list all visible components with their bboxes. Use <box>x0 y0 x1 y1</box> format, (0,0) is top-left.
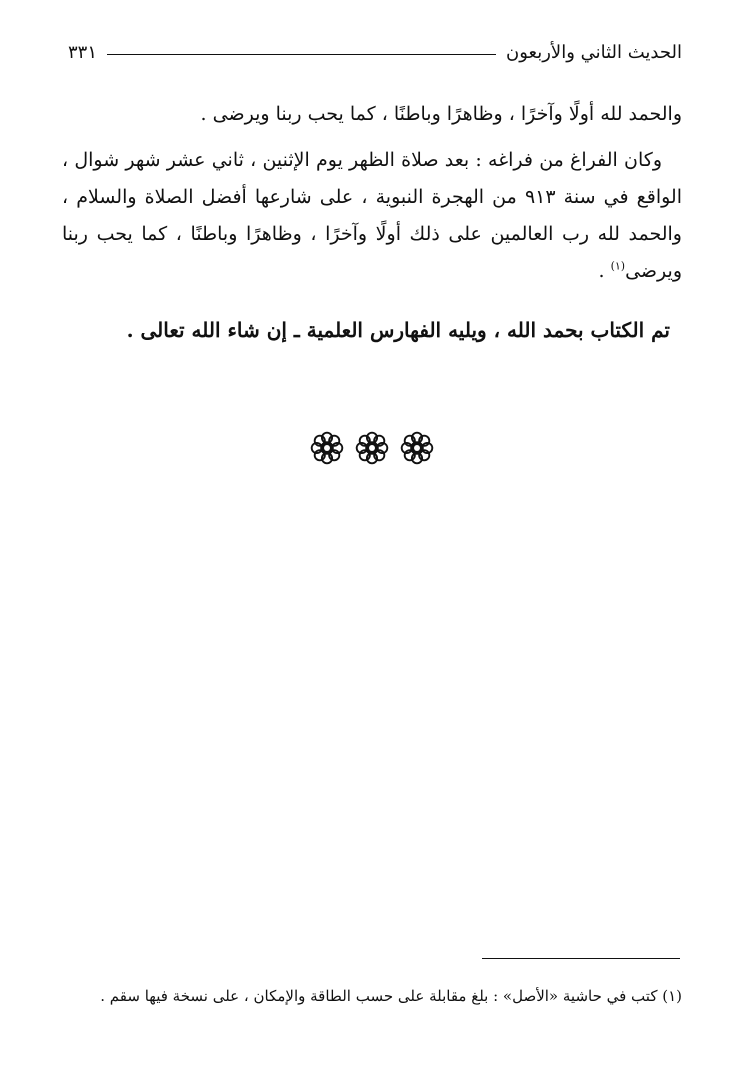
ornament-row <box>310 430 434 466</box>
running-header <box>68 38 682 66</box>
colophon-end: . <box>598 260 611 282</box>
footnote-separator <box>482 958 680 959</box>
page-number: ٣٣١ <box>68 41 98 63</box>
running-title: الحديث الثاني والأربعون <box>506 41 682 63</box>
rosette-ornament-icon <box>355 431 389 465</box>
closing-statement: تم الكتاب بحمد الله ، ويليه الفهارس العلمية ـ إن شاء الله تعالى . <box>126 318 670 342</box>
header-rule <box>107 54 496 55</box>
paragraph-colophon <box>62 142 682 290</box>
paragraph-praise: والحمد لله أولًا وآخرًا ، وظاهرًا وباطنًا ، كما يحب ربنا ويرضى . <box>200 103 682 125</box>
footnote-marker[interactable]: (١) <box>610 259 626 273</box>
footnote: (١) كتب في حاشية «الأصل» : بلغ مقابلة على حسب الطاقة والإمكان ، على نسخة فيها سقم . <box>100 987 682 1005</box>
colophon-text: وكان الفراغ من فراغه : بعد صلاة الظهر يوم الإثنين ، ثاني عشر شهر شوال ، الواقع في سنة ٩١٣ من الهجرة النبوية ، على شارعها أفضل الصلاة والسلام ، والحمد لله رب العالمين على ذلك أولًا وآخرًا ، وظاهرًا وباطنًا ، كما يحب ربنا ويرضى <box>62 149 683 282</box>
rosette-ornament-icon <box>310 431 344 465</box>
rosette-ornament-icon <box>400 431 434 465</box>
